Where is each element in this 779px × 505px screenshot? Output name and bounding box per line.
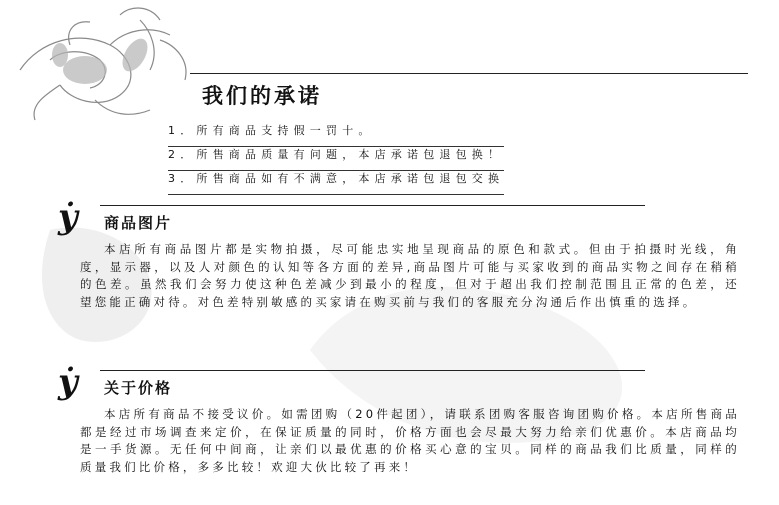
promise-item: 2．所售商品质量有问题，本店承诺包退包换！: [168, 147, 504, 171]
section-heading: 商品图片: [104, 214, 173, 232]
floral-ornament: [0, 0, 200, 140]
promise-title-rule: [190, 73, 748, 74]
section-ornament-icon: ẏ: [58, 197, 78, 237]
section-rule: [100, 205, 645, 206]
promise-item: 3．所售商品如有不满意，本店承诺包退包交换: [168, 171, 504, 195]
promise-item: 1．所有商品支持假一罚十。: [168, 123, 504, 147]
section-body: 本店所有商品不接受议价。如需团购（20件起团），请联系团购客服咨询团购价格。本店所售商品都是经过市场调查来定价，在保证质量的同时，价格方面也会尽最大努力给亲们优惠价。本店商品均是一手货源。无任何中间商，让亲们以最优惠的价格买心意的宝贝。同样的商品我们比质量，同样的质量我们比价格，多多比较！欢迎大伙比较了再来！: [80, 407, 740, 475]
section-ornament-icon: ẏ: [58, 362, 78, 402]
section-rule: [100, 370, 645, 371]
section-body: 本店所有商品图片都是实物拍摄，尽可能忠实地呈现商品的原色和款式。但由于拍摄时光线，角度，显示器，以及人对颜色的认知等各方面的差异,商品图片可能与买家收到的商品实物之间存在稍稍的色差。虽然我们会努力使这种色差减少到最小的程度，但对于超出我们控制范围且正常的色差，还望您能正确对待。对色差特别敏感的买家请在购买前与我们的客服充分沟通后作出慎重的选择。: [80, 242, 740, 310]
section-heading: 关于价格: [104, 379, 173, 397]
promise-title: 我们的承诺: [202, 84, 322, 108]
promise-list: [168, 123, 504, 195]
